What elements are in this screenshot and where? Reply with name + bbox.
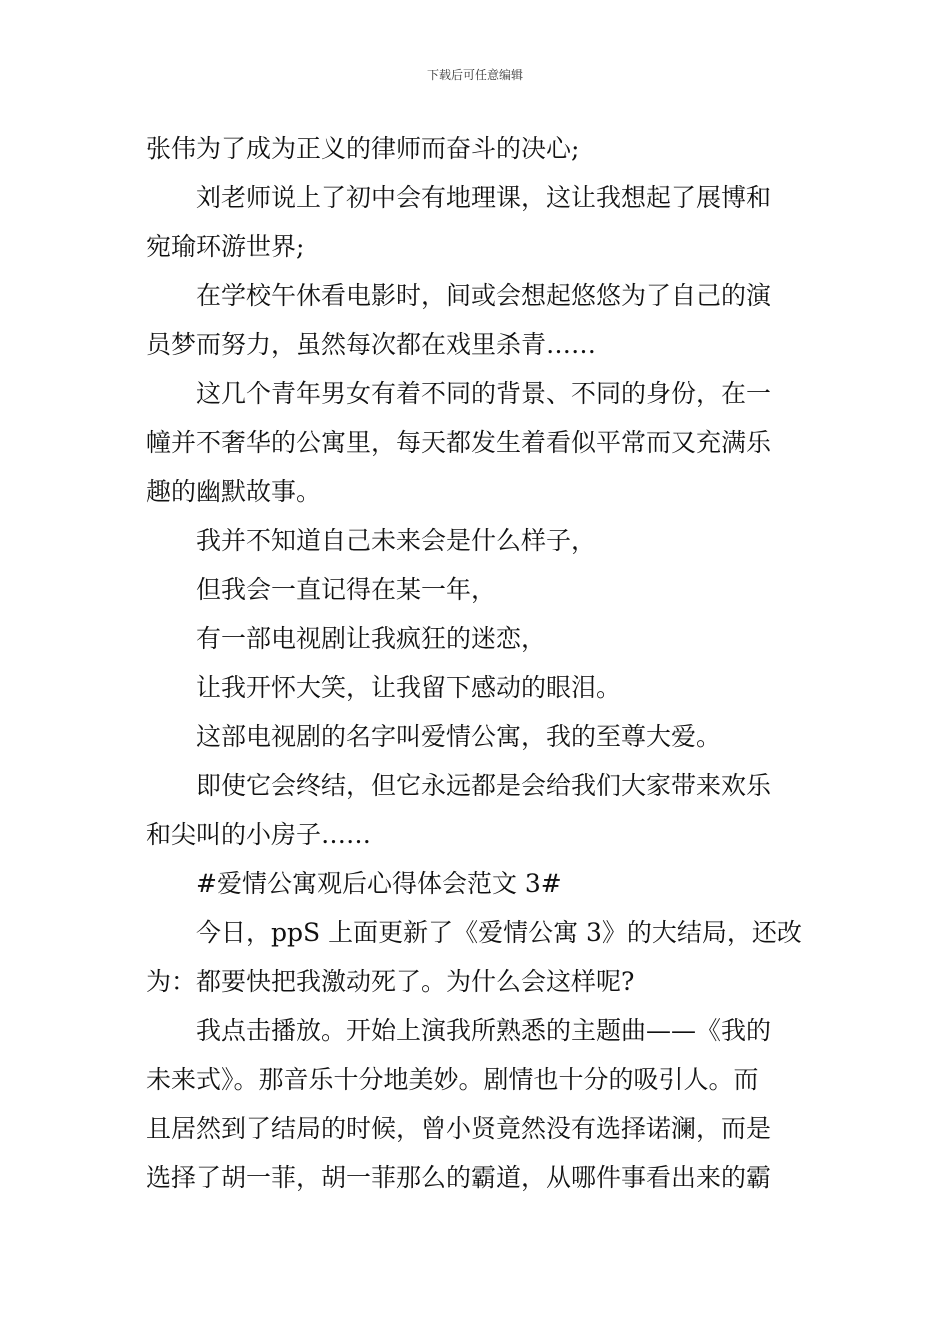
text-line: 未来式》。那音乐十分地美妙。剧情也十分的吸引人。而	[146, 1065, 759, 1094]
text-line: 这部电视剧的名字叫爱情公寓，我的至尊大爱。	[196, 722, 722, 751]
text-line: 员梦而努力，虽然每次都在戏里杀青……	[146, 330, 597, 359]
text-line: 宛瑜环游世界;	[146, 232, 305, 261]
text-line: 在学校午休看电影时，间或会想起悠悠为了自己的演	[196, 281, 772, 310]
text-line: 即使它会终结，但它永远都是会给我们大家带来欢乐	[196, 771, 772, 800]
text-line: 今日，ppS 上面更新了《爱情公寓 3》的大结局，还改	[196, 918, 802, 947]
text-line: 刘老师说上了初中会有地理课，这让我想起了展博和	[196, 183, 772, 212]
text-line: 和尖叫的小房子……	[146, 820, 372, 849]
text-line: 让我开怀大笑，让我留下感动的眼泪。	[196, 673, 622, 702]
text-line: 有一部电视剧让我疯狂的迷恋，	[196, 624, 547, 653]
text-line: 张伟为了成为正义的律师而奋斗的决心;	[146, 134, 580, 163]
text-line: 选择了胡一菲，胡一菲那么的霸道，从哪件事看出来的霸	[146, 1163, 772, 1192]
body-text	[146, 124, 812, 1202]
section-heading: #爱情公寓观后心得体会范文 3#	[196, 869, 562, 898]
text-line: 我点击播放。开始上演我所熟悉的主题曲——《我的	[196, 1016, 772, 1045]
text-line: 幢并不奢华的公寓里，每天都发生着看似平常而又充满乐	[146, 428, 772, 457]
text-line: 为：都要快把我激动死了。为什么会这样呢?	[146, 967, 635, 996]
text-line: 但我会一直记得在某一年，	[196, 575, 497, 604]
page-header: 下载后可任意编辑	[426, 68, 523, 82]
text-line: 趣的幽默故事。	[146, 477, 322, 506]
text-line: 我并不知道自己未来会是什么样子，	[196, 526, 597, 555]
text-line: 且居然到了结局的时候，曾小贤竟然没有选择诺澜，而是	[146, 1114, 772, 1143]
text-line: 这几个青年男女有着不同的背景、不同的身份，在一	[196, 379, 772, 408]
